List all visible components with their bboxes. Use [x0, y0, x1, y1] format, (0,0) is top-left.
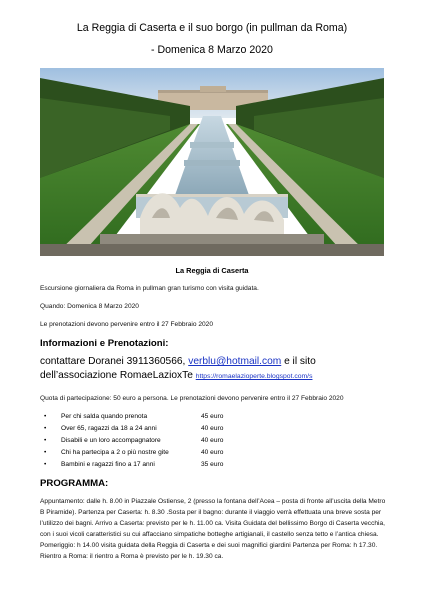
- list-item: [40, 437, 340, 449]
- list-item: [40, 425, 340, 437]
- price-label: Per chi salda quando prenota: [61, 413, 148, 420]
- price-value: 35 euro: [201, 461, 224, 468]
- page-title: La Reggia di Caserta e il suo borgo (in pullman da Roma): [76, 22, 348, 34]
- email-link[interactable]: verblu@hotmail.com: [188, 356, 282, 367]
- intro-date: Quando: Domenica 8 Marzo 2020: [40, 303, 139, 310]
- price-label: Disabili e un loro accompagnatore: [61, 437, 161, 444]
- website-link[interactable]: https://romaelazioperte.blogspot.com/s: [195, 373, 313, 380]
- bullet-icon: •: [44, 449, 47, 456]
- price-list: [40, 413, 340, 473]
- reggia-photo: [40, 68, 384, 256]
- price-value: 45 euro: [201, 413, 224, 420]
- bullet-icon: •: [44, 437, 47, 444]
- contact-middle: e il sito dell’associazione RomaeLazioxTe: [40, 356, 316, 381]
- list-item: [40, 449, 340, 461]
- page-subtitle-date: - Domenica 8 Marzo 2020: [151, 44, 273, 56]
- program-text: Appuntamento: dalle h. 8.00 in Piazzale Ostiense, 2 (presso la fontana dell’Acea – posta di fronte all’uscita della Metro B Piramide). Partenza per Caserta: h. 8.30 .Sosta per il bagno: durante il viaggio verrà effettuata una breve sosta per l’utilizzo dei bagni. Arrivo a Caserta: previsto per le h. 11.00 ca. Visita Guidata del bellissimo Borgo di Caserta vecchia, con i suoi vicoli caratteristici su cui affacciano simpatiche botteghe artigianali, il castello senza tetto e l’antica chiesa. Pomeriggio: h 14.00 visita guidata della Reggia di Caserta e dei suoi magnifici giardini Partenza per Roma: h 17.30. Rientro a Roma: il rientro a Roma è previsto per le h. 19.30 ca.: [40, 498, 386, 561]
- contact-paragraph: [40, 355, 390, 384]
- photo-caption: La Reggia di Caserta: [175, 266, 249, 275]
- contact-prefix: contattare Doranei 3911360566,: [40, 356, 189, 367]
- price-value: 40 euro: [201, 425, 224, 432]
- price-label: Chi ha partecipa a 2 o più nostre gite: [61, 449, 169, 456]
- reggia-photo-drawing: [40, 68, 384, 256]
- list-item: [40, 413, 340, 425]
- price-label: Bambini e ragazzi fino a 17 anni: [61, 461, 155, 468]
- bullet-icon: •: [44, 413, 47, 420]
- price-label: Over 65, ragazzi da 18 a 24 anni: [61, 425, 157, 432]
- bullet-icon: •: [44, 461, 47, 468]
- intro-deadline: Le prenotazioni devono pervenire entro il 27 Febbraio 2020: [40, 321, 214, 328]
- info-heading: Informazioni e Prenotazioni:: [40, 338, 169, 349]
- intro-description: Escursione giornaliera da Roma in pullman gran turismo con visita guidata.: [40, 285, 259, 292]
- quota-text: Quota di partecipazione: 50 euro a persona. Le prenotazioni devono pervenire entro il 27 Febbraio 2020: [40, 395, 344, 402]
- program-heading: PROGRAMMA:: [40, 478, 109, 489]
- list-item: [40, 461, 340, 473]
- price-value: 40 euro: [201, 449, 224, 456]
- bullet-icon: •: [44, 425, 47, 432]
- price-value: 40 euro: [201, 437, 224, 444]
